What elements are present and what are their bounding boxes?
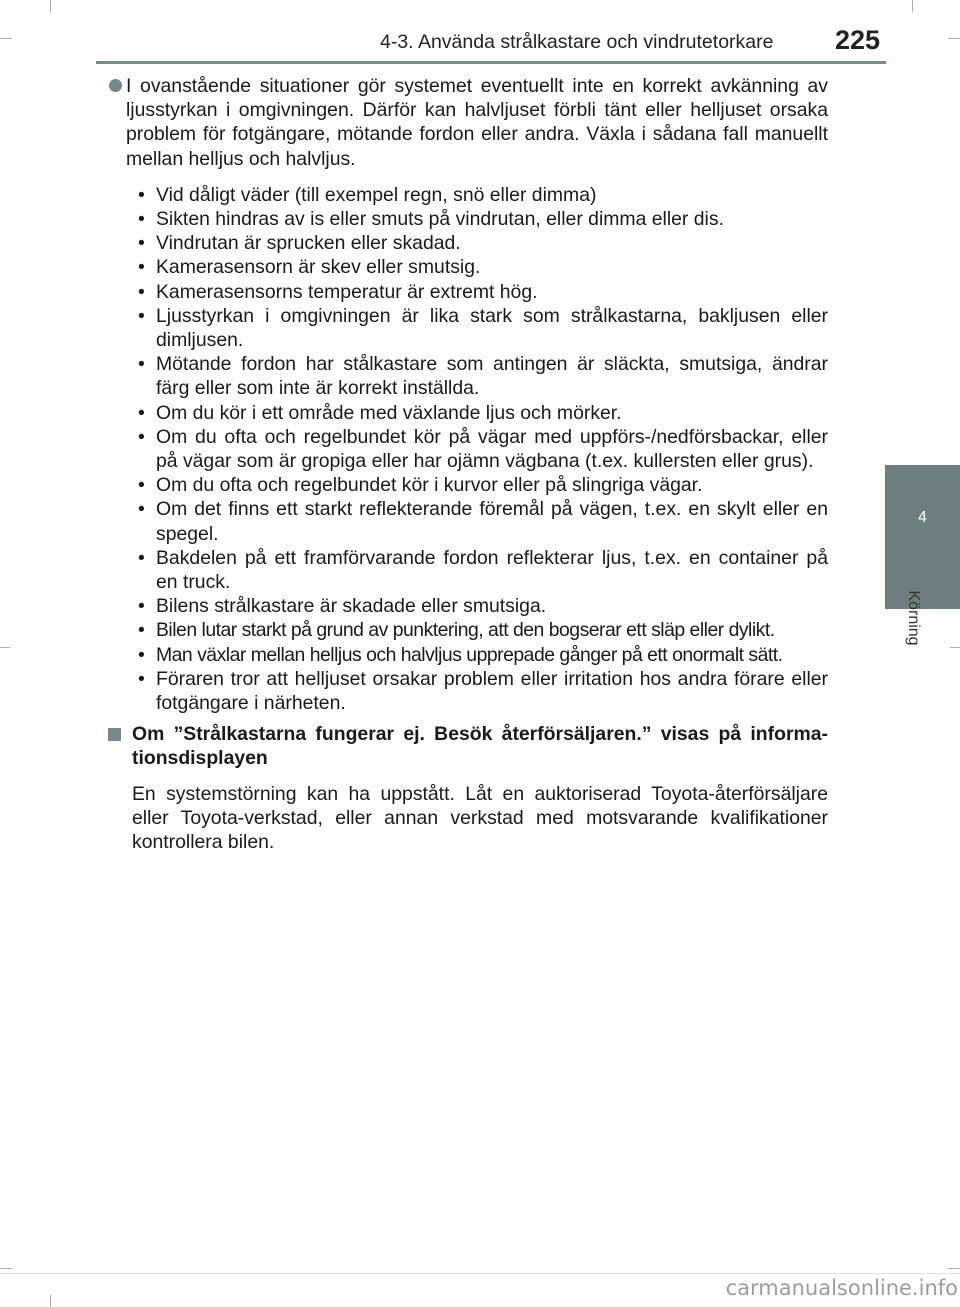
square-bullet-section [108,722,828,854]
section-header-title: 4-3. Använda strålkastare och vindrutetorkare [380,31,774,53]
chapter-tab-number: 4 [918,509,927,526]
crop-mark [50,0,51,12]
crop-mark [948,1268,960,1269]
circle-bullet-item [108,74,828,171]
square-bullet-icon [108,728,121,741]
chapter-tab-label: Körning [905,590,922,646]
list-item: • Bakdelen på ett framförvarande fordon reflekterar ljus, t.ex. en container på en truck. [138,546,828,594]
crop-mark [50,1295,51,1307]
section-body: En systemstörning kan ha uppstått. Låt en auktoriserad Toyota-återförsäljare eller Toyota-verkstad, eller annan verkstad med motsvarande kvalifikationer kontrollera bilen. [132,782,828,854]
list-item: • Om du ofta och regelbundet kör på vägar med uppförs-/nedförsbackar, eller på vägar som är gropiga eller har ojämn vägbana (t.ex. kullersten eller grus). [138,425,828,473]
list-item: • Bilens strålkastare är skadade eller smutsiga. [138,594,828,618]
header-divider [96,61,886,64]
circle-bullet-text: I ovanstående situationer gör systemet eventuellt inte en korrekt avkänning av ljusstyrkan i omgivningen. Därför kan halvljuset förbli tänt eller helljuset orsaka problem för fotgängare, mötande fordon eller andra. Växla i sådana fall manuellt mellan helljus och halvljus. [126,75,828,170]
chapter-tab [885,465,960,609]
crop-mark [950,647,960,648]
list-item: • Vindrutan är sprucken eller skadad. [138,231,828,255]
circle-bullet-icon [109,79,122,92]
section-heading: Om ”Strålkastarna fungerar ej. Besök återförsäljaren.” visas på informa-tionsdisplayen [132,723,828,770]
list-item: • Man växlar mellan helljus och halvljus upprepade gånger på ett onormalt sätt. [138,643,828,667]
crop-mark [0,1268,12,1269]
condition-list [108,183,828,715]
crop-mark [912,0,913,12]
footer-divider [0,1273,960,1274]
list-item: • Vid dåligt väder (till exempel regn, snö eller dimma) [138,183,828,207]
list-item: • Mötande fordon har stålkastare som antingen är släckta, smutsiga, ändrar färg eller som inte är korrekt inställda. [138,352,828,400]
crop-mark [0,38,12,39]
list-item: • Om du ofta och regelbundet kör i kurvor eller på slingriga vägar. [138,473,828,497]
list-item: • Föraren tror att helljuset orsakar problem eller irritation hos andra förare eller fotgängare i närheten. [138,667,828,715]
main-content [108,74,828,854]
watermark: carmanualsonline.info [725,1276,958,1300]
crop-mark [0,647,10,648]
page-number: 225 [834,25,880,55]
crop-mark [948,38,960,39]
list-item: • Kamerasensorn är skev eller smutsig. [138,255,828,279]
list-item: • Sikten hindras av is eller smuts på vindrutan, eller dimma eller dis. [138,207,828,231]
list-item: • Ljusstyrkan i omgivningen är lika stark som strålkastarna, bakljusen eller dimljusen. [138,304,828,352]
list-item: • Bilen lutar starkt på grund av punktering, att den bogserar ett släp eller dylikt. [138,618,828,642]
list-item: • Om du kör i ett område med växlande ljus och mörker. [138,401,828,425]
list-item: • Om det finns ett starkt reflekterande föremål på vägen, t.ex. en skylt eller en spegel. [138,497,828,545]
list-item: • Kamerasensorns temperatur är extremt hög. [138,280,828,304]
